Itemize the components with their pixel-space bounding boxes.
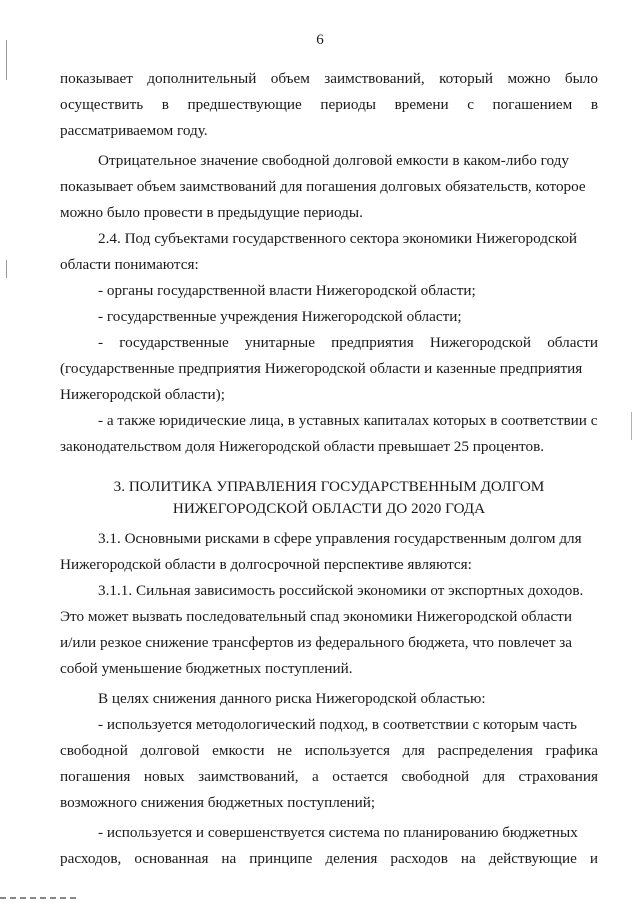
list-item-line-3: Нижегородской области); <box>60 386 225 403</box>
document-body <box>60 66 598 872</box>
word: времени <box>394 96 449 113</box>
word: на <box>221 850 237 867</box>
paragraph-mitigation-line-1: В целях снижения данного риска Нижегородской областью: <box>98 690 486 707</box>
paragraph-1-line-1 <box>60 66 598 92</box>
word: было <box>564 70 598 87</box>
word: предприятия <box>331 334 414 351</box>
word: можно <box>507 70 551 87</box>
paragraph-3-1-1-line-4: собой уменьшение бюджетных поступлений. <box>60 660 353 677</box>
paragraph-3-1-1-line-3: и/или резкое снижение трансфертов из федерального бюджета, что повлечет за <box>60 634 573 651</box>
list-item-line-2: (государственные предприятия Нижегородской области и казенные предприятия <box>60 360 583 377</box>
scan-artifact-bottom <box>0 897 80 899</box>
word: не <box>277 742 293 759</box>
word: страхования <box>518 768 598 785</box>
word: унитарные <box>244 334 315 351</box>
word: а <box>312 768 319 785</box>
list-item-line-2: законодательством доля Нижегородской области превышает 25 процентов. <box>60 438 545 455</box>
word: и <box>589 850 598 867</box>
word: свободной <box>401 768 470 785</box>
word: для <box>402 742 425 759</box>
word: на <box>460 850 476 867</box>
paragraph-3-1-line-2: Нижегородской области в долгосрочной перспективе являются: <box>60 556 472 573</box>
word: распределения <box>437 742 533 759</box>
paragraph-2-4-line-1: 2.4. Под субъектами государственного сектора экономики Нижегородской <box>98 230 578 247</box>
list-item-line-3 <box>60 764 598 790</box>
word: расходов, <box>60 850 122 867</box>
word: для <box>482 768 505 785</box>
list-item-line-2 <box>60 738 598 764</box>
word: заимствований, <box>198 768 299 785</box>
page-number: 6 <box>316 32 324 48</box>
list-item-line-1 <box>60 330 598 356</box>
word: в <box>161 96 169 113</box>
paragraph-2-line-3: можно было провести в предыдущие периоды. <box>60 204 363 221</box>
list-item: - органы государственной власти Нижегородской области; <box>98 282 476 299</box>
list-item-line-1: - используется и совершенствуется система по планированию бюджетных <box>98 824 578 841</box>
section-heading-line-2: НИЖЕГОРОДСКОЙ ОБЛАСТИ ДО 2020 ГОДА <box>172 500 486 517</box>
word: в <box>590 96 598 113</box>
paragraph-3-1-line-1: 3.1. Основными рисками в сфере управления государственным долгом для <box>98 530 582 547</box>
list-item-line-4: возможного снижения бюджетных поступлений; <box>60 794 376 811</box>
list-item-line-1: - а также юридические лица, в уставных капиталах которых в соответствии с <box>98 412 598 429</box>
word: области <box>547 334 598 351</box>
word: графика <box>545 742 598 759</box>
word: действующие <box>488 850 577 867</box>
word: погашения <box>60 768 131 785</box>
word: используется <box>304 742 390 759</box>
word: деления <box>325 850 378 867</box>
paragraph-2-4-line-2: области понимаются: <box>60 256 199 273</box>
paragraph-3-1-1-line-1: 3.1.1. Сильная зависимость российской экономики от экспортных доходов. <box>98 582 584 599</box>
spacer <box>60 460 598 476</box>
list-item-line-1: - используется методологический подход, в соответствии с которым часть <box>98 716 577 733</box>
paragraph-1-line-3: рассматриваемом году. <box>60 122 208 139</box>
word: показывает <box>60 70 133 87</box>
word: который <box>439 70 494 87</box>
section-heading-line-1: 3. ПОЛИТИКА УПРАВЛЕНИЯ ГОСУДАРСТВЕННЫМ ДОЛГОМ <box>113 478 545 495</box>
word: заимствований, <box>324 70 425 87</box>
word: принципе <box>249 850 313 867</box>
word: объем <box>270 70 310 87</box>
word: государственные <box>119 334 229 351</box>
word: свободной <box>60 742 128 759</box>
paragraph-3-1-1-line-2: Это может вызвать последовательный спад экономики Нижегородской области <box>60 608 572 625</box>
paragraph-2-line-2: показывает объем заимствований для погашения долговых обязательств, которое <box>60 178 586 195</box>
word: новых <box>143 768 185 785</box>
scan-artifact-right <box>631 412 632 440</box>
word: долговой <box>140 742 200 759</box>
word: погашением <box>492 96 573 113</box>
word: основанная <box>134 850 209 867</box>
paragraph-2-line-1: Отрицательное значение свободной долговой емкости в каком-либо году <box>98 152 569 169</box>
scan-artifact-left <box>6 260 7 278</box>
list-item-line-2 <box>60 846 598 872</box>
word: с <box>467 96 474 113</box>
word: осуществить <box>60 96 144 113</box>
word: - <box>98 334 104 351</box>
word: Нижегородской <box>429 334 532 351</box>
list-item: - государственные учреждения Нижегородской области; <box>98 308 462 325</box>
word: емкости <box>212 742 265 759</box>
word: расходов <box>390 850 448 867</box>
word: остается <box>332 768 388 785</box>
paragraph-1-line-2 <box>60 92 598 118</box>
word: предшествующие <box>187 96 302 113</box>
word: дополнительный <box>147 70 257 87</box>
word: периоды <box>320 96 377 113</box>
